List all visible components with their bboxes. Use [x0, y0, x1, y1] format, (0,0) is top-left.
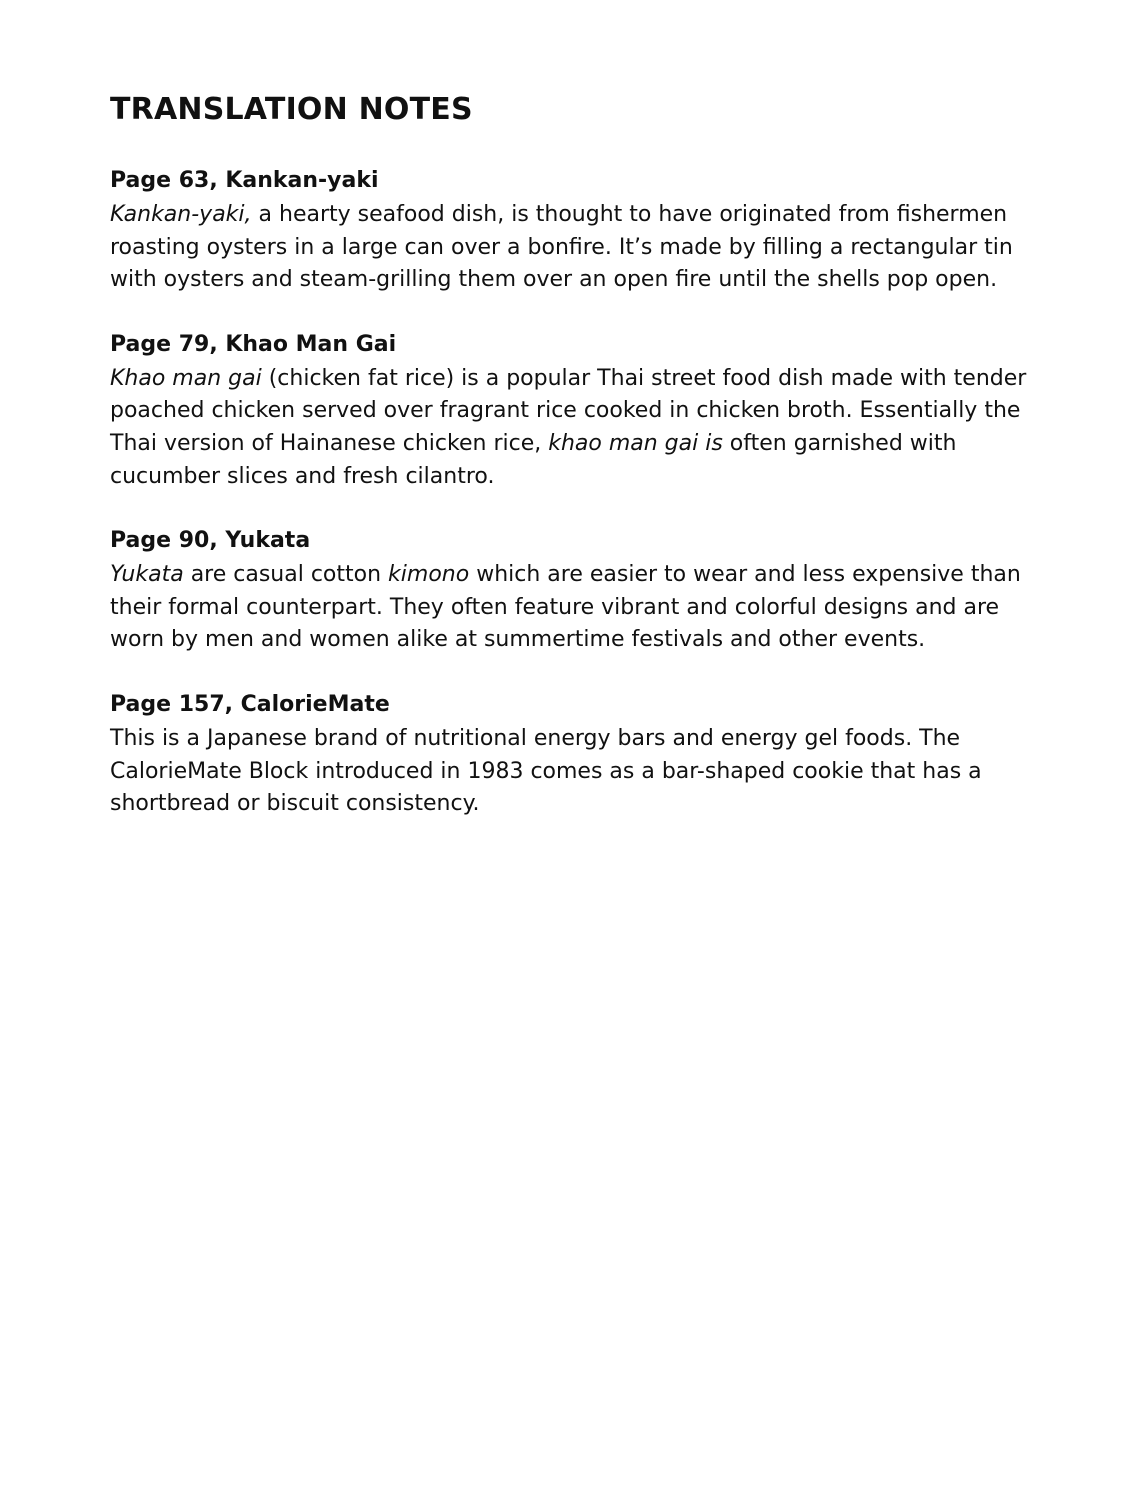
translation-note [110, 689, 1040, 821]
note-body-text: This is a Japanese brand of nutritional energy bars and energy gel foods. The CalorieMate Block introduced in 1983 comes as a bar-shaped cookie that has a shortbread or biscuit consistency. [110, 725, 982, 817]
page-title: TRANSLATION NOTES [110, 92, 473, 127]
note-body-text: (chicken fat rice) is a popular Thai street food dish made with tender poached chicken served over fragrant rice cooked in chicken broth. Essentially the Thai version of Hainanese chicken rice, [110, 365, 1027, 456]
note-body-text: which are easier to wear and less expensive than their formal counterpart. They often feature vibrant and colorful designs and are worn by men and women alike at summertime festivals and other events. [110, 562, 1021, 653]
note-body [110, 723, 1040, 821]
note-body-italic-text: khao man gai is [548, 430, 723, 456]
note-heading: Page 63, Kankan-yaki [110, 168, 379, 193]
note-body-italic-text: Kankan-yaki, [110, 202, 252, 227]
note-heading: Page 90, Yukata [110, 528, 311, 554]
note-body-text: are casual cotton [183, 562, 389, 588]
note-heading: Page 157, CalorieMate [110, 691, 390, 717]
note-heading: Page 79, Khao Man Gai [110, 331, 397, 357]
notes-list [110, 165, 1040, 821]
note-body [110, 559, 1040, 657]
document-page [110, 88, 1040, 853]
note-body-italic-text: Yukata [110, 562, 184, 588]
note-body-text: a hearty seafood dish, is thought to have originated from fishermen roasting oysters in a large can over a bonfire. It’s made by filling a rectangular tin with oysters and steam-grilling them over an open fire until the shells pop open. [110, 202, 1013, 293]
note-body-text: often garnished with cucumber slices and fresh cilantro. [110, 430, 957, 489]
note-body-italic-text: kimono [388, 562, 470, 588]
note-body [110, 363, 1040, 493]
translation-note [110, 329, 1040, 493]
note-body-italic-text: Khao man gai [110, 365, 262, 391]
translation-note [110, 165, 1040, 297]
translation-note [110, 525, 1040, 657]
note-body [110, 199, 1040, 297]
